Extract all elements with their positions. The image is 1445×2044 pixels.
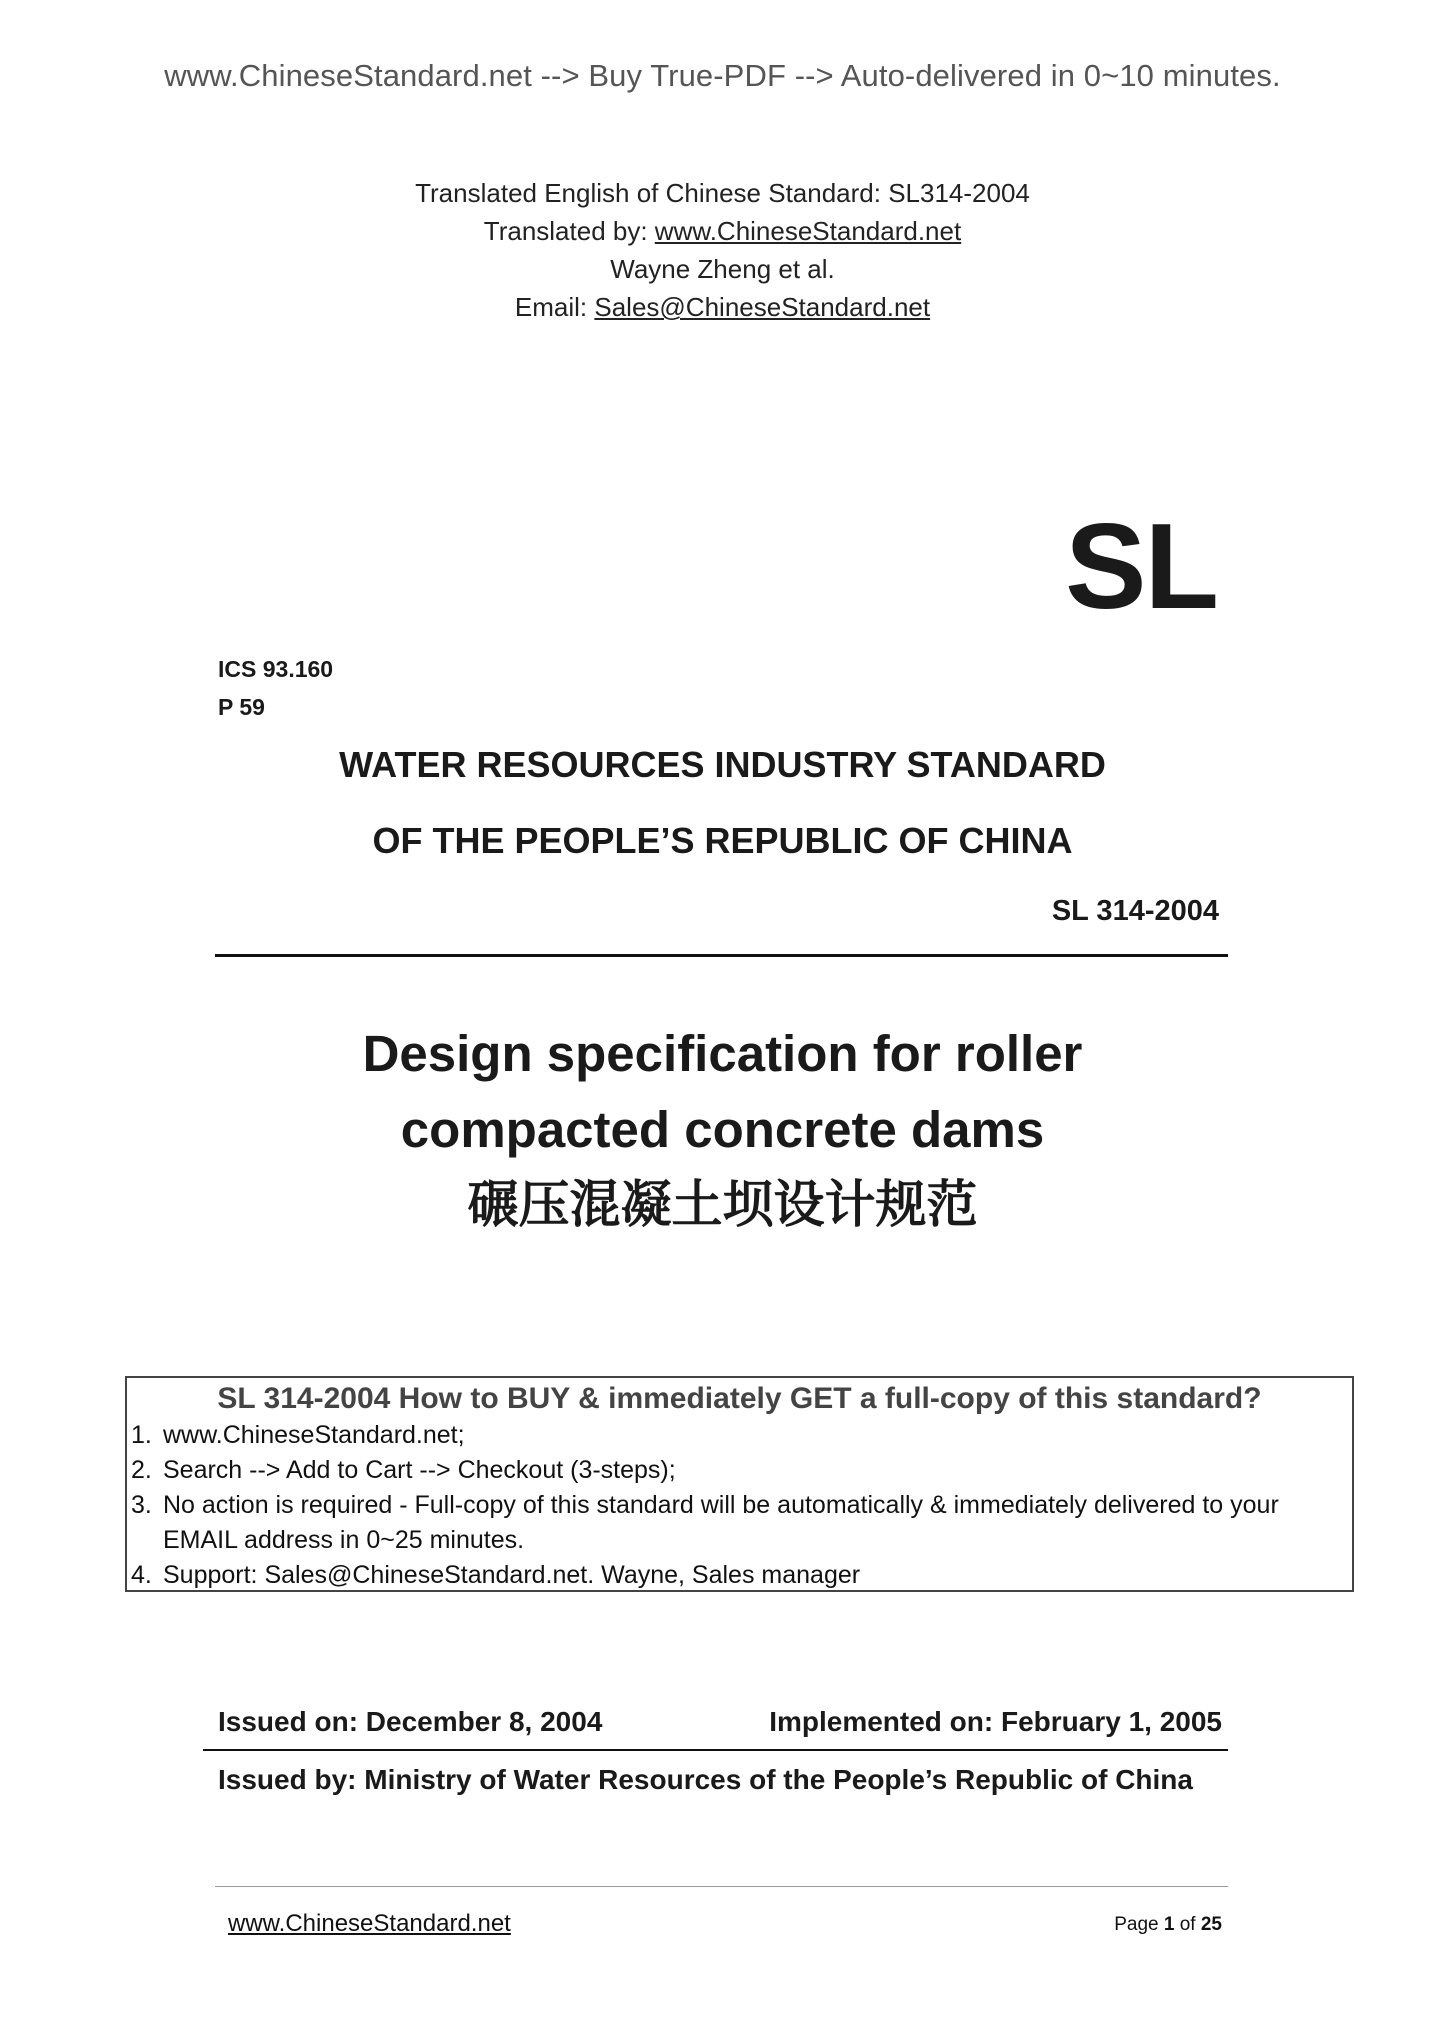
page-of: of — [1174, 1914, 1201, 1935]
page-total: 25 — [1200, 1914, 1222, 1935]
footer-divider — [215, 1886, 1228, 1887]
sl-mark: SL — [1065, 498, 1217, 634]
buy-step — [127, 1418, 1352, 1453]
translator-name: Wayne Zheng et al. — [610, 254, 835, 284]
footer-site-link[interactable]: www.ChineseStandard.net — [228, 1910, 511, 1937]
top-banner: www.ChineseStandard.net --> Buy True-PDF --> Auto-delivered in 0~10 minutes. — [164, 58, 1281, 93]
translated-by — [0, 216, 1445, 247]
implemented-date: Implemented on: February 1, 2005 — [769, 1706, 1222, 1737]
buy-steps-list — [127, 1418, 1352, 1593]
page-label: Page — [1114, 1914, 1164, 1935]
step-number: 2. — [131, 1456, 152, 1484]
standard-title-line1: WATER RESOURCES INDUSTRY STANDARD — [339, 744, 1106, 785]
email-link[interactable]: Sales@ChineseStandard.net — [594, 292, 931, 322]
document-title-line2: compacted concrete dams — [400, 1101, 1045, 1158]
standard-number: SL 314-2004 — [1051, 895, 1219, 927]
buy-step — [127, 1453, 1352, 1488]
step-number: 3. — [131, 1491, 152, 1519]
translated-by-label: Translated by: — [483, 216, 655, 246]
step-text: www.ChineseStandard.net; — [163, 1421, 465, 1449]
translator-site-link[interactable]: www.ChineseStandard.net — [654, 216, 962, 246]
header-divider — [215, 954, 1228, 957]
step-text: No action is required - Full-copy of this standard will be automatically & immediately delivered to your EMAIL address in 0~25 minutes. — [163, 1491, 1279, 1554]
issued-date: Issued on: December 8, 2004 — [218, 1706, 603, 1737]
document-title-chinese: 碾压混凝土坝设计规范 — [467, 1176, 978, 1235]
dates-divider — [203, 1749, 1228, 1751]
step-text: Support: Sales@ChineseStandard.net. Wayne, Sales manager — [163, 1561, 861, 1589]
step-number: 1. — [131, 1421, 152, 1449]
contact-email — [0, 292, 1445, 323]
standard-title-line2: OF THE PEOPLE’S REPUBLIC OF CHINA — [372, 820, 1073, 861]
buy-step — [127, 1488, 1352, 1558]
page-indicator — [1114, 1914, 1222, 1936]
page-current: 1 — [1163, 1914, 1175, 1935]
ics-code: ICS 93.160 — [218, 656, 334, 682]
buy-instructions-box — [125, 1376, 1354, 1592]
step-number: 4. — [131, 1561, 152, 1589]
step-text: Search --> Add to Cart --> Checkout (3-steps); — [163, 1456, 676, 1484]
issuing-authority: Issued by: Ministry of Water Resources of the People’s Republic of China — [218, 1764, 1193, 1795]
p-code: P 59 — [218, 694, 265, 720]
buy-box-heading: SL 314-2004 How to BUY & immediately GET a full-copy of this standard? — [217, 1382, 1262, 1415]
buy-step — [127, 1558, 1352, 1593]
email-label: Email: — [514, 292, 595, 322]
document-title-line1: Design specification for roller — [362, 1025, 1083, 1082]
translation-source: Translated English of Chinese Standard: SL314-2004 — [415, 178, 1030, 208]
